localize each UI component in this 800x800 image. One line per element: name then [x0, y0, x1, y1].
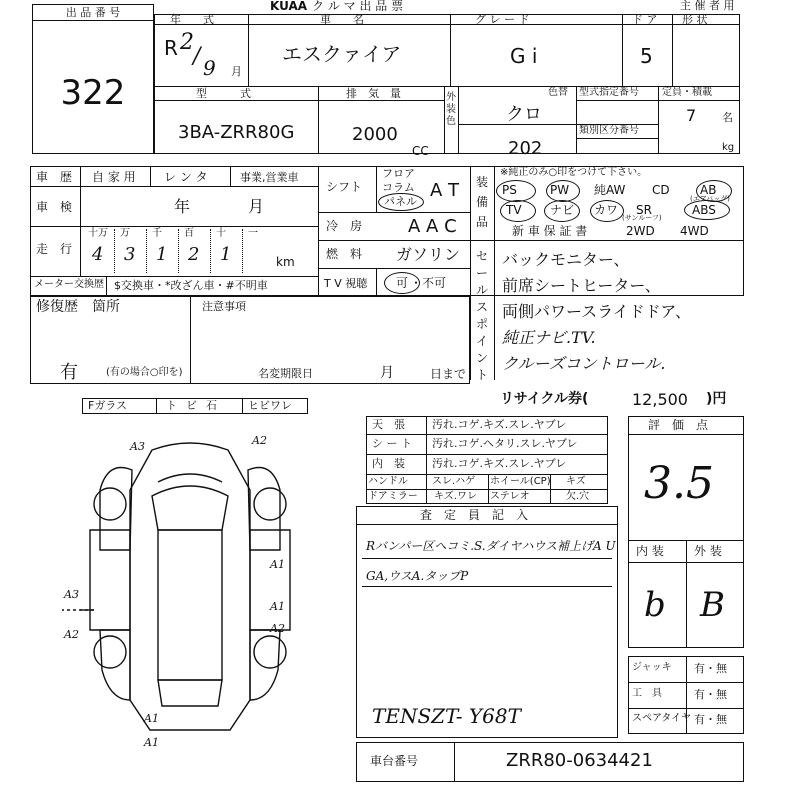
- tool-label: 工 具: [632, 688, 662, 699]
- color-value: クロ: [506, 104, 542, 125]
- displacement-value: 2000: [352, 124, 398, 145]
- repair-label: 修復歴 箇所: [36, 299, 120, 315]
- glass-item: ト: [166, 399, 177, 412]
- interior-part-options: 汚れ.コゲ.ヘタリ.スレ.ヤブレ: [432, 437, 578, 450]
- lot-number: 322: [60, 73, 126, 113]
- private-label: 自 家 用: [92, 170, 136, 184]
- mileage-digit-label: 万: [120, 228, 130, 239]
- damage-mark: A1: [270, 558, 285, 571]
- equipment-item: ABS: [692, 203, 716, 217]
- doors-value: 5: [640, 44, 653, 68]
- wheel-options: キズ: [566, 476, 586, 487]
- equipment-item: TV: [506, 203, 522, 217]
- evaluation-label: 評 価 点: [648, 418, 709, 432]
- chassis-number: ZRR80-0634421: [506, 750, 653, 771]
- equipment-circle: [684, 200, 730, 220]
- mileage-divider: [242, 229, 243, 273]
- sales-point-line: バックモニター、: [502, 250, 630, 269]
- tool-label: スペアタイヤ: [632, 713, 692, 724]
- mileage-label: 走 行: [36, 242, 73, 256]
- km-unit: km: [276, 255, 295, 269]
- car-name: エスクァイア: [282, 42, 402, 66]
- history-label: 車 歴: [36, 170, 73, 184]
- damage-mark: A3: [64, 588, 79, 601]
- mileage-divider: [210, 229, 211, 273]
- sales-point-line: 両側パワースライドドア、: [502, 302, 691, 321]
- equipment-item: AB: [700, 183, 717, 197]
- mileage-divider: [114, 229, 115, 273]
- equipment-note: ※純正のみ○印をつけて下さい。: [500, 167, 648, 178]
- mileage-digit-label: 千: [152, 228, 162, 239]
- mileage-digit: 4: [92, 244, 104, 265]
- model-label: 型 式: [196, 87, 251, 100]
- mileage-digit-label: 一: [248, 228, 258, 239]
- damage-mark: A2: [270, 622, 285, 635]
- meter-note: $交換車・*改ざん車・#不明車: [114, 279, 268, 292]
- type-approval-label: 型式指定番号: [579, 87, 639, 98]
- fuel-label: 燃 料: [326, 247, 363, 261]
- interior-part-options: 汚れ.コゲ.キズ.スレ.ヤブレ: [432, 418, 567, 431]
- capacity-value: 7: [686, 106, 697, 125]
- tv-label: T V 視聴: [324, 277, 368, 290]
- color-change-label: 色替: [548, 87, 568, 98]
- interior-part-options: 汚れ.コゲ.キズ.スレ.ヤブレ: [432, 457, 567, 470]
- cc-unit: CC: [412, 144, 429, 158]
- evaluation-score: 3.5: [644, 458, 714, 509]
- equipment-circle: [496, 180, 536, 202]
- mileage-digit-label: 十: [216, 228, 226, 239]
- grade-label: グ レ ー ド: [475, 13, 530, 26]
- tool-value: 有・無: [694, 688, 727, 701]
- mileage-divider: [178, 229, 179, 273]
- inspector-line-1: Rバンパー区ヘコミ.S.ダイヤハウス補上げA U: [366, 539, 616, 553]
- interior-grade-label: 内 装: [636, 544, 664, 558]
- equipment-circle: [546, 180, 580, 202]
- recycle-label: リサイクル券(: [500, 391, 589, 407]
- chassis-label: 車台番号: [370, 754, 419, 768]
- mileage-divider: [146, 229, 147, 273]
- tv-yes: 可: [396, 276, 409, 290]
- equipment-circle: [500, 200, 536, 222]
- tool-value: 有・無: [694, 713, 727, 726]
- sheet-title: ク ル マ 出 品 票: [312, 0, 404, 13]
- equipment-label: 装備品: [476, 175, 489, 229]
- inspector-label: 査 定 員 記 入: [420, 508, 529, 522]
- year-label: 年 式: [170, 13, 214, 26]
- color-code: 202: [508, 138, 543, 159]
- inspection-month-unit: 月: [248, 197, 265, 216]
- deadline-label: 名変期限日: [258, 367, 313, 380]
- tv-yes-circle: [384, 272, 420, 294]
- inspection-year-unit: 年: [174, 197, 191, 216]
- equipment-item: カワ: [594, 203, 619, 217]
- inspector-line-2: GA,ウスA.タップP: [366, 569, 469, 583]
- equipment-item: PW: [550, 183, 570, 197]
- year-slash: /: [193, 44, 201, 69]
- interior-part-label: シ ー ト: [372, 437, 412, 450]
- year-era: R: [164, 36, 178, 60]
- equipment-item: 純AW: [594, 183, 626, 197]
- damage-mark: A1: [144, 712, 159, 725]
- equipment-item: PS: [502, 183, 517, 197]
- repair-value: 有: [60, 362, 78, 383]
- shift-floor: フロア: [382, 167, 415, 180]
- mileage-digit: 1: [220, 244, 232, 265]
- recycle-unit: )円: [706, 391, 727, 407]
- handle-options: スレ.ハゲ: [432, 476, 476, 487]
- interior-grade: b: [644, 585, 666, 625]
- displacement-label: 排 気 量: [346, 87, 401, 100]
- meter-label: メーター交換歴: [34, 279, 104, 290]
- mileage-digit: 3: [124, 244, 136, 265]
- tv-no: ・不可: [410, 276, 447, 290]
- airbag-note: (エアバッグ): [690, 195, 730, 203]
- shift-label: シフト: [326, 180, 363, 194]
- mileage-digit-label: 百: [184, 228, 194, 239]
- equipment-item: 4WD: [680, 224, 709, 238]
- handwritten-code: TENSZT- Y68T: [372, 704, 521, 728]
- sales-points-label: セールスポイント: [476, 249, 489, 382]
- damage-mark: A1: [144, 736, 159, 749]
- capacity-label: 定員・積載: [662, 87, 712, 98]
- brand-logo: KUAA: [270, 0, 308, 13]
- lot-number-label: 出 品 番 号: [65, 6, 121, 19]
- recycle-amount: 12,500: [632, 390, 688, 409]
- equipment-item: CD: [652, 183, 670, 197]
- shift-column: コラム: [382, 181, 415, 194]
- stereo-label: ステレオ: [490, 491, 530, 502]
- glass-item: ビ: [186, 399, 197, 412]
- exterior-grade: B: [700, 585, 725, 625]
- equipment-item: ナビ: [550, 203, 575, 217]
- sales-point-line: クルーズコントロール.: [502, 354, 666, 373]
- model-code: 3BA-ZRR80G: [178, 122, 295, 143]
- year-value: 2: [180, 30, 194, 55]
- damage-mark: A1: [270, 600, 285, 613]
- sales-point-line: 前席シートヒーター、: [502, 276, 661, 295]
- mirror-options: キズ.ワレ: [434, 491, 477, 502]
- ac-label: 冷 房: [326, 219, 363, 233]
- mileage-digit: 1: [156, 244, 168, 265]
- car-name-label: 車 名: [320, 13, 364, 26]
- capacity-unit: 名: [722, 111, 733, 124]
- month-value: 9: [203, 56, 216, 80]
- mileage-digit: 2: [188, 244, 200, 265]
- mileage-digit-label: 十万: [88, 228, 108, 239]
- interior-part-label: 天 張: [372, 418, 405, 431]
- equipment-item: 2WD: [626, 224, 655, 238]
- tool-label: ジャッキ: [632, 662, 672, 673]
- damage-mark: A2: [252, 434, 267, 447]
- mirror-label: ドアミラー: [368, 491, 418, 502]
- damage-mark: A2: [64, 628, 79, 641]
- glass-item: ヒビワレ: [248, 399, 292, 412]
- shift-panel-circle: [378, 193, 424, 211]
- business-label: 事業,営業車: [240, 171, 299, 184]
- repair-value-note: (有の場合○印を): [106, 367, 183, 378]
- rental-label: レ ン タ: [164, 170, 208, 184]
- grade-value: G i: [510, 44, 538, 68]
- load-unit: kg: [722, 142, 735, 153]
- sales-point-line: 純正ナビ.TV.: [502, 328, 596, 347]
- sunroof-note: (サンルーフ): [622, 214, 662, 222]
- notes-label: 注意事項: [202, 300, 246, 313]
- equipment-item: SR: [636, 203, 652, 217]
- deadline-day: 日まで: [430, 367, 467, 381]
- ac-value: A A C: [408, 216, 457, 237]
- deadline-month: 月: [380, 365, 394, 381]
- wheel-label: ホイール(CP): [490, 476, 551, 487]
- interior-part-label: 内 装: [372, 457, 405, 470]
- color-side-label: 外装色: [446, 92, 456, 127]
- handle-label: ハンドル: [368, 476, 408, 487]
- month-unit: 月: [231, 65, 242, 78]
- glass-item: 石: [206, 399, 217, 412]
- tool-value: 有・無: [694, 662, 727, 675]
- shape-label: 形 状: [682, 13, 708, 26]
- doors-label: ド ア: [632, 13, 658, 26]
- equipment-circle: [544, 200, 580, 222]
- equipment-item: 新 車 保 証 書: [512, 224, 588, 238]
- fuel-value: ガソリン: [396, 245, 461, 264]
- car-body-diagram: [40, 430, 340, 760]
- damage-mark: A3: [130, 440, 145, 453]
- glass-item: Fガラス: [88, 399, 127, 412]
- class-label: 類別区分番号: [579, 125, 639, 136]
- exterior-grade-label: 外 装: [694, 544, 722, 558]
- shift-value: A T: [430, 180, 460, 201]
- inspection-label: 車 検: [36, 200, 73, 214]
- equipment-circle: [590, 200, 624, 222]
- stereo-options: 欠.穴: [566, 491, 590, 502]
- copy-label: 主 催 者 用: [680, 0, 735, 12]
- shift-panel: パネル: [384, 195, 417, 208]
